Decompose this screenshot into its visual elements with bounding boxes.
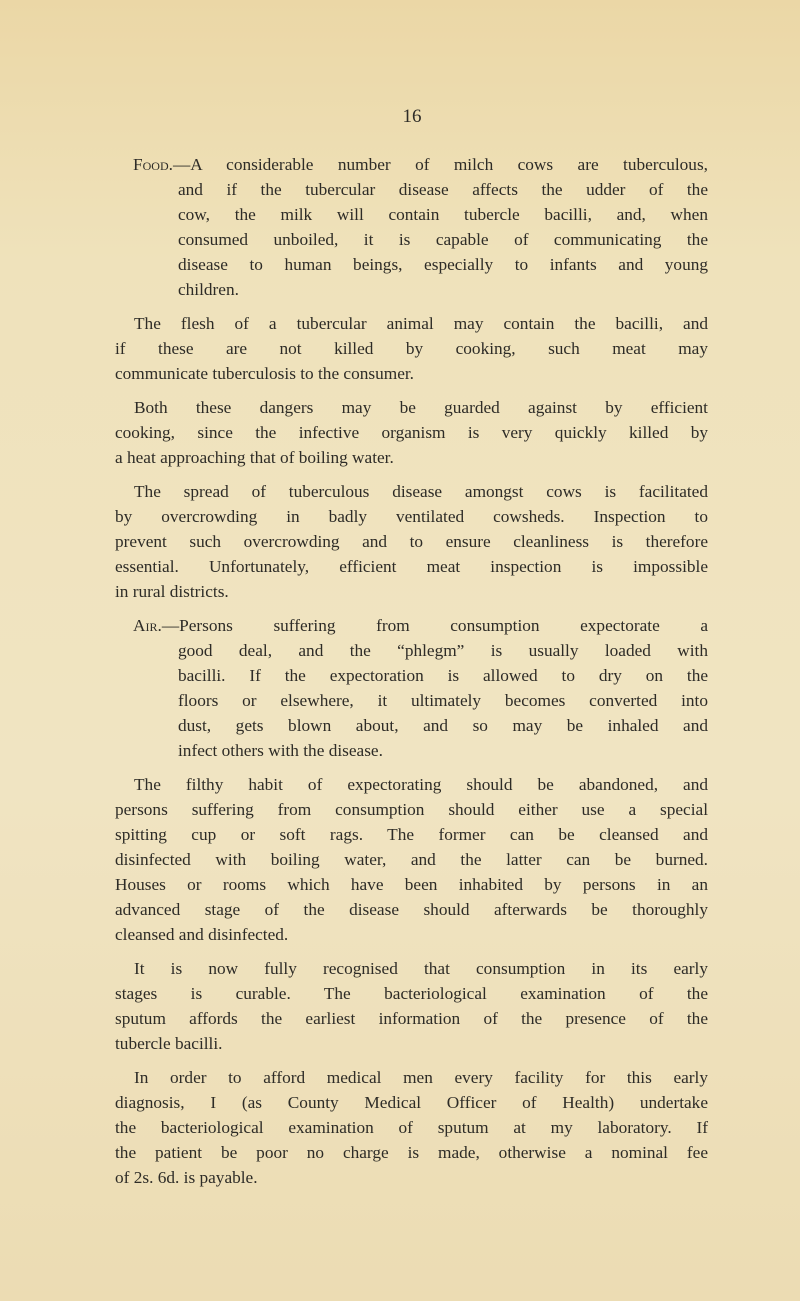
line-text: persons suffering from consumption should either use a special (115, 800, 708, 819)
line-text: cleansed and disinfected. (115, 925, 289, 944)
text-line (115, 529, 708, 554)
text-line (115, 1006, 708, 1031)
text-line (178, 252, 708, 277)
text-line (115, 579, 708, 604)
paragraph (115, 1065, 708, 1190)
line-text: cooking, since the infective organism is very quickly killed by (115, 423, 708, 442)
paragraph (115, 479, 708, 604)
text-line (115, 1165, 708, 1190)
section-lead: Food. (133, 155, 173, 174)
text-line (178, 688, 708, 713)
line-text: In order to afford medical men every facility for this early (134, 1068, 708, 1087)
text-line (115, 554, 708, 579)
paragraph (115, 613, 708, 763)
line-text: —A considerable number of milch cows are tuberculous, (172, 155, 708, 174)
paragraph (115, 772, 708, 947)
text-line (134, 479, 708, 504)
line-text: stages is curable. The bacteriological examination of the (115, 984, 708, 1003)
text-line (134, 956, 708, 981)
text-line (115, 797, 708, 822)
line-text: dust, gets blown about, and so may be inhaled and (178, 716, 708, 735)
line-text: good deal, and the “phlegm” is usually loaded with (178, 641, 708, 660)
paragraph (115, 152, 708, 302)
text-line (115, 1031, 708, 1056)
paragraph (115, 956, 708, 1056)
text-line (134, 772, 708, 797)
line-text: Both these dangers may be guarded against by efficient (134, 398, 708, 417)
line-text: diagnosis, I (as County Medical Officer of Health) undertake (115, 1093, 708, 1112)
line-text: advanced stage of the disease should afterwards be thoroughly (115, 900, 708, 919)
text-line (178, 202, 708, 227)
text-line (134, 1065, 708, 1090)
line-text: essential. Unfortunately, efficient meat inspection is impossible (115, 557, 708, 576)
line-text: tubercle bacilli. (115, 1034, 223, 1053)
line-text: The flesh of a tubercular animal may contain the bacilli, and (134, 314, 708, 333)
text-line (115, 922, 708, 947)
line-text: the bacteriological examination of sputum at my laboratory. If (115, 1118, 708, 1137)
text-line (115, 1115, 708, 1140)
line-text: The spread of tuberculous disease amongst cows is facilitated (134, 482, 708, 501)
line-text: of 2s. 6d. is payable. (115, 1168, 258, 1187)
text-line (133, 613, 708, 638)
paragraph (115, 395, 708, 470)
line-text: infect others with the disease. (178, 741, 383, 760)
line-text: cow, the milk will contain tubercle bacilli, and, when (178, 205, 708, 224)
text-line (178, 713, 708, 738)
line-text: floors or elsewhere, it ultimately becomes converted into (178, 691, 708, 710)
text-line (178, 663, 708, 688)
text-line (134, 311, 708, 336)
line-text: spitting cup or soft rags. The former can be cleansed and (115, 825, 708, 844)
line-text: Houses or rooms which have been inhabited by persons in an (115, 875, 708, 894)
line-text: a heat approaching that of boiling water. (115, 448, 394, 467)
text-line (115, 420, 708, 445)
text-line (133, 152, 708, 177)
page-number: 16 (402, 106, 422, 127)
text-line (115, 1140, 708, 1165)
text-line (115, 872, 708, 897)
text-line (115, 981, 708, 1006)
paragraph (115, 311, 708, 386)
line-text: children. (178, 280, 239, 299)
text-line (115, 822, 708, 847)
text-line (134, 395, 708, 420)
text-line (115, 504, 708, 529)
line-text: and if the tubercular disease affects the udder of the (178, 180, 708, 199)
text-line (178, 738, 708, 763)
text-line (178, 177, 708, 202)
text-line (178, 638, 708, 663)
section-lead: Air. (133, 616, 162, 635)
line-text: disinfected with boiling water, and the latter can be burned. (115, 850, 708, 869)
line-text: by overcrowding in badly ventilated cowsheds. Inspection to (115, 507, 708, 526)
text-line (115, 847, 708, 872)
body-text (115, 152, 708, 1199)
line-text: disease to human beings, especially to infants and young (178, 255, 708, 274)
line-text: The filthy habit of expectorating should be abandoned, and (134, 775, 708, 794)
text-line (115, 897, 708, 922)
line-text: prevent such overcrowding and to ensure cleanliness is therefore (115, 532, 708, 551)
line-text: bacilli. If the expectoration is allowed to dry on the (178, 666, 708, 685)
line-text: consumed unboiled, it is capable of communicating the (178, 230, 708, 249)
line-text: sputum affords the earliest information of the presence of the (115, 1009, 708, 1028)
text-line (115, 445, 708, 470)
line-text: —Persons suffering from consumption expectorate a (161, 616, 708, 635)
line-text: in rural districts. (115, 582, 229, 601)
text-line (115, 361, 708, 386)
text-line (178, 277, 708, 302)
line-text: if these are not killed by cooking, such meat may (115, 339, 708, 358)
text-line (115, 336, 708, 361)
text-line (178, 227, 708, 252)
line-text: the patient be poor no charge is made, otherwise a nominal fee (115, 1143, 708, 1162)
text-line (115, 1090, 708, 1115)
line-text: communicate tuberculosis to the consumer. (115, 364, 414, 383)
line-text: It is now fully recognised that consumption in its early (134, 959, 708, 978)
